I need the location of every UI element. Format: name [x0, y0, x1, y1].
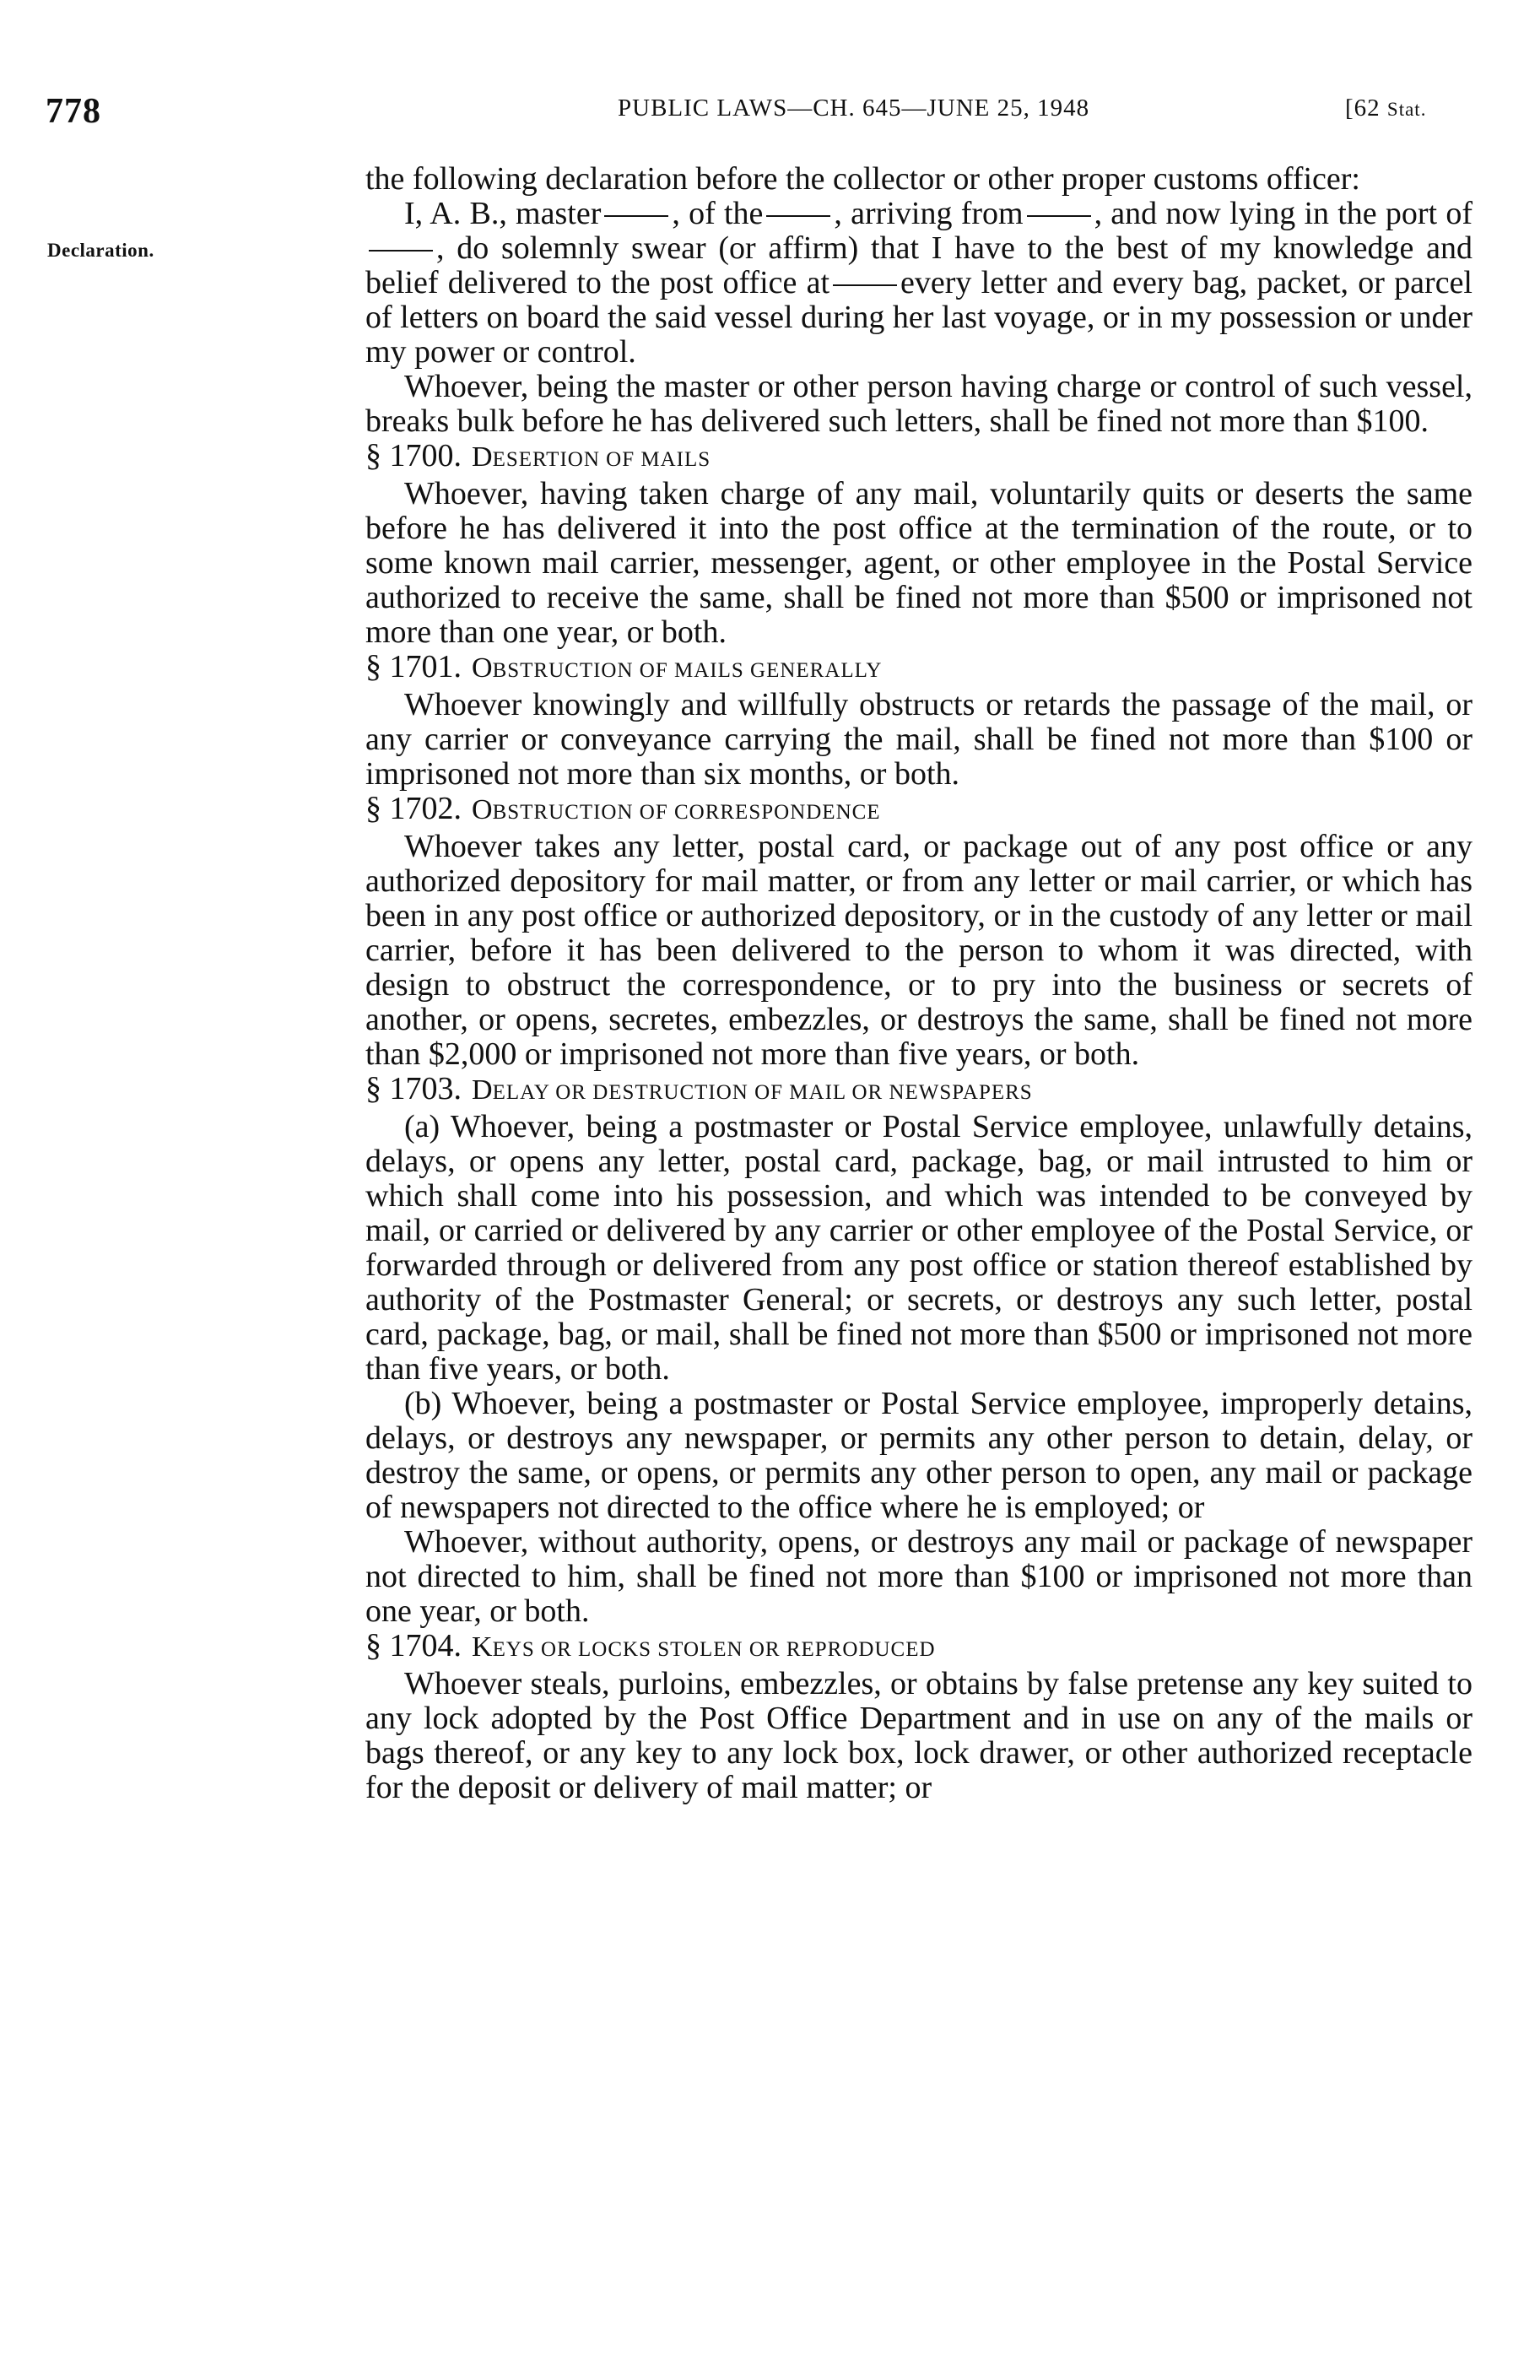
section-heading	[365, 1629, 1472, 1667]
section-number: § 1702.	[365, 791, 462, 826]
section-number: § 1703.	[365, 1071, 462, 1106]
section-1704	[365, 1629, 1472, 1805]
section-title-initial: K	[472, 1631, 493, 1663]
declaration-part: , do solemnly swear (or affirm) that I have to the best of my knowledge and belief delivered to the post office at	[365, 230, 1472, 300]
section-1703	[365, 1072, 1472, 1629]
section-title-initial: D	[472, 441, 493, 473]
section-number: § 1701.	[365, 649, 462, 684]
blank-line	[766, 215, 830, 217]
section-1702	[365, 792, 1472, 1072]
declaration-part: I, A. B., master	[404, 196, 602, 231]
blank-line	[1027, 215, 1091, 217]
section-title: ELAY OR DESTRUCTION OF MAIL OR NEWSPAPERS	[492, 1081, 1033, 1104]
section-1700	[365, 439, 1472, 650]
blank-line	[604, 215, 668, 217]
section-number: § 1700.	[365, 438, 462, 473]
section-paragraph: Whoever, having taken charge of any mail, voluntarily quits or deserts the same before he has delivered it into the post office at the termination of the route, or to some known mail carrier, messenger, agent, or other employee in the Postal Service authorized to receive the same, shall be fined not more than $500 or imprisoned not more than one year, or both.	[365, 476, 1472, 650]
statute-reference-prefix: [62	[1345, 95, 1387, 122]
section-heading	[365, 439, 1472, 477]
statute-reference	[1345, 95, 1426, 122]
blank-line	[833, 284, 897, 286]
section-heading	[365, 1072, 1472, 1110]
section-paragraph: (b) Whoever, being a postmaster or Postal Service employee, improperly detains, delays, or destroys any newspaper, or permits any other person to detain, delay, or destroy the same, or opens, or permits any other person to open, any mail or package of newspapers not directed to the office where he is employed; or	[365, 1386, 1472, 1525]
margin-note-declaration: Declaration.	[47, 240, 154, 261]
section-paragraph: (a) Whoever, being a postmaster or Postal Service employee, unlawfully detains, delays, or opens any letter, postal card, package, bag, or mail intrusted to him or which shall come into his possession, and which was intended to be conveyed by mail, or carried or delivered by any carrier or other employee of the Postal Service, or forwarded through or delivered from any post office or station thereof established by authority of the Postmaster General; or secrets, or destroys any such letter, postal card, package, bag, or mail, shall be fined not more than $500 or imprisoned not more than five years, or both.	[365, 1109, 1472, 1387]
declaration-part: , arriving from	[834, 196, 1024, 231]
declaration-part: , and now lying in the port of	[1094, 196, 1473, 231]
section-title-initial: D	[472, 1074, 493, 1106]
body-text	[365, 162, 1472, 1805]
intro-paragraph: the following declaration before the collector or other proper customs officer:	[365, 161, 1360, 197]
section-paragraph: Whoever knowingly and willfully obstructs or retards the passage of the mail, or any carrier or conveyance carrying the mail, shall be fined not more than $100 or imprisoned not more than six months, or both.	[365, 687, 1472, 792]
section-heading	[365, 650, 1472, 688]
running-head: PUBLIC LAWS—CH. 645—JUNE 25, 1948	[618, 95, 1090, 122]
declaration-part: every letter and every bag, packet, or parcel of letters on board the said vessel during her last voyage, or in my possession or under my power or control.	[365, 265, 1472, 370]
section-number: § 1704.	[365, 1628, 462, 1663]
section-heading	[365, 792, 1472, 830]
section-title-initial: O	[472, 794, 493, 825]
section-paragraph: Whoever steals, purloins, embezzles, or obtains by false pretense any key suited to any lock adopted by the Post Office Department and in use on any of the mails or bags thereof, or any key to any lock box, lock drawer, or other authorized receptacle for the deposit or delivery of mail matter; or	[365, 1666, 1472, 1805]
declaration-paragraph	[365, 197, 1472, 370]
blank-line	[369, 250, 433, 252]
declaration-part: , of the	[672, 196, 764, 231]
statute-reference-word: Stat.	[1386, 99, 1427, 120]
page-number: 778	[46, 92, 101, 131]
section-title: ESERTION OF MAILS	[492, 448, 711, 471]
section-paragraph: Whoever takes any letter, postal card, or package out of any post office or any authorized depository for mail matter, or from any letter or mail carrier, or which has been in any post office or authorized depository, or in the custody of any letter or mail carrier, before it has been delivered to the person to whom it was directed, with design to obstruct the correspondence, or to pry into the business or secrets of another, or opens, secretes, embezzles, or destroys the same, shall be fined not more than $2,000 or imprisoned not more than five years, or both.	[365, 829, 1472, 1072]
section-title: BSTRUCTION OF CORRESPONDENCE	[492, 801, 881, 824]
section-title-initial: O	[472, 652, 493, 684]
section-paragraph: Whoever, without authority, opens, or destroys any mail or package of newspaper not directed to him, shall be fined not more than $100 or imprisoned not more than one year, or both.	[365, 1524, 1472, 1629]
section-title: EYS OR LOCKS STOLEN OR REPRODUCED	[492, 1638, 936, 1661]
section-1701	[365, 650, 1472, 792]
section-title: BSTRUCTION OF MAILS GENERALLY	[492, 659, 883, 682]
penalty-paragraph: Whoever, being the master or other person having charge or control of such vessel, breaks bulk before he has delivered such letters, shall be fined not more than $100.	[365, 369, 1472, 439]
